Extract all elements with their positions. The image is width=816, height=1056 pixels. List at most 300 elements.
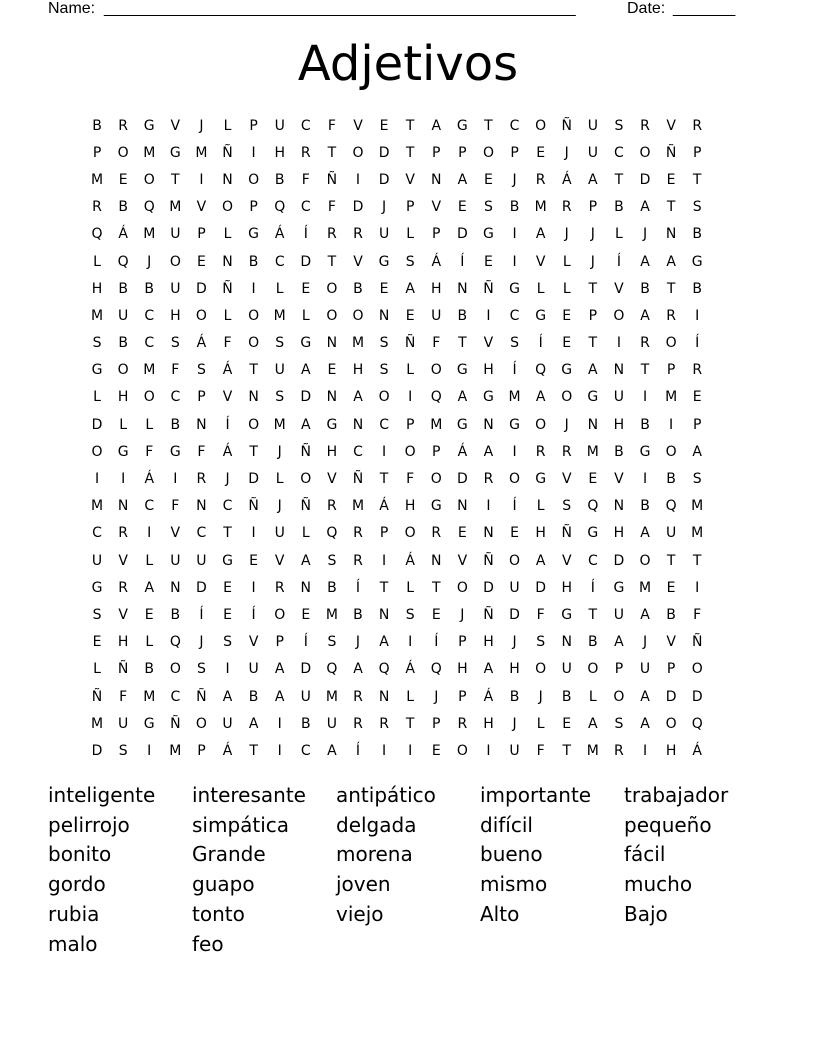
grid-letter: D bbox=[91, 416, 103, 433]
grid-letter: Á bbox=[222, 443, 233, 460]
grid-letter: M bbox=[143, 688, 156, 705]
grid-letter: H bbox=[483, 634, 494, 651]
grid-letter: D bbox=[91, 742, 103, 759]
grid-letter: V bbox=[118, 606, 128, 623]
grid-letter: V bbox=[248, 634, 259, 651]
grid-letter: U bbox=[248, 661, 259, 678]
grid-letter: I bbox=[408, 634, 413, 651]
grid-letter: J bbox=[564, 144, 569, 161]
grid-letter: A bbox=[640, 606, 650, 623]
grid-letter: M bbox=[143, 144, 156, 161]
grid-letter: O bbox=[143, 171, 155, 188]
grid-letter: P bbox=[432, 715, 441, 732]
grid-letter: B bbox=[692, 280, 702, 297]
grid-letter: U bbox=[587, 144, 598, 161]
grid-row bbox=[84, 139, 738, 166]
word-list-row bbox=[48, 869, 768, 899]
grid-letter: P bbox=[432, 443, 441, 460]
grid-letter: J bbox=[590, 226, 595, 243]
grid-letter: A bbox=[535, 389, 546, 406]
grid-letter: O bbox=[248, 307, 260, 324]
word-list-item: gordo bbox=[48, 872, 106, 897]
grid-letter: G bbox=[91, 579, 103, 596]
grid-letter: L bbox=[562, 280, 571, 297]
grid-letter: T bbox=[379, 579, 389, 596]
grid-letter: T bbox=[458, 335, 467, 352]
grid-letter: G bbox=[613, 579, 625, 596]
grid-letter: B bbox=[170, 606, 181, 623]
grid-letter: C bbox=[170, 688, 181, 705]
grid-letter: O bbox=[509, 471, 521, 488]
grid-letter: P bbox=[458, 144, 467, 161]
grid-letter: G bbox=[587, 525, 599, 542]
grid-letter: P bbox=[379, 525, 389, 542]
grid-letter: U bbox=[170, 226, 181, 243]
grid-row bbox=[84, 275, 738, 302]
grid-letter: Á bbox=[222, 362, 233, 379]
grid-letter: L bbox=[119, 416, 128, 433]
grid-letter: O bbox=[117, 362, 129, 379]
grid-letter: H bbox=[326, 443, 338, 460]
word-search-grid bbox=[84, 112, 738, 765]
grid-letter: E bbox=[144, 606, 154, 623]
grid-letter: R bbox=[327, 498, 337, 515]
grid-letter: H bbox=[509, 661, 520, 678]
grid-letter: C bbox=[379, 416, 389, 433]
grid-letter: I bbox=[382, 742, 387, 759]
grid-letter: M bbox=[91, 715, 104, 732]
grid-letter: N bbox=[665, 226, 677, 243]
grid-letter: B bbox=[248, 253, 259, 270]
grid-letter: I bbox=[199, 171, 204, 188]
grid-letter: E bbox=[431, 606, 441, 623]
grid-letter: V bbox=[222, 389, 233, 406]
grid-letter: E bbox=[666, 579, 676, 596]
grid-letter: R bbox=[118, 525, 128, 542]
grid-letter: B bbox=[248, 688, 259, 705]
grid-letter: J bbox=[355, 634, 361, 651]
grid-letter: I bbox=[277, 742, 282, 759]
grid-letter: L bbox=[223, 307, 232, 324]
word-list-item: mucho bbox=[624, 872, 693, 897]
grid-letter: N bbox=[378, 606, 390, 623]
grid-letter: S bbox=[275, 335, 285, 352]
grid-letter: T bbox=[562, 742, 572, 759]
grid-letter: Ñ bbox=[404, 335, 416, 352]
grid-letter: A bbox=[248, 715, 259, 732]
grid-letter: G bbox=[169, 443, 181, 460]
grid-letter: A bbox=[640, 688, 650, 705]
grid-letter: Í bbox=[355, 742, 361, 759]
grid-letter: O bbox=[248, 416, 260, 433]
grid-letter: E bbox=[196, 253, 206, 270]
grid-letter: S bbox=[275, 389, 285, 406]
grid-letter: R bbox=[483, 471, 494, 488]
grid-letter: S bbox=[118, 742, 128, 759]
grid-letter: T bbox=[484, 117, 493, 134]
grid-letter: Í bbox=[225, 416, 230, 433]
grid-letter: D bbox=[665, 688, 677, 705]
grid-letter: Á bbox=[405, 552, 415, 569]
grid-letter: Í bbox=[303, 226, 308, 243]
grid-letter: O bbox=[404, 443, 416, 460]
grid-letter: I bbox=[251, 144, 256, 161]
grid-letter: H bbox=[535, 525, 546, 542]
grid-letter: E bbox=[457, 525, 467, 542]
grid-row bbox=[84, 357, 738, 384]
grid-letter: C bbox=[509, 117, 520, 134]
grid-letter: E bbox=[484, 171, 493, 188]
grid-letter: E bbox=[223, 579, 232, 596]
grid-letter: S bbox=[196, 362, 206, 379]
grid-letter: P bbox=[92, 144, 102, 161]
grid-row bbox=[84, 221, 738, 248]
grid-letter: G bbox=[378, 253, 390, 270]
grid-letter: C bbox=[614, 144, 624, 161]
grid-letter: Á bbox=[692, 742, 702, 759]
grid-letter: M bbox=[143, 226, 156, 243]
grid-letter: M bbox=[351, 498, 365, 515]
grid-letter: G bbox=[222, 552, 233, 569]
grid-letter: F bbox=[171, 498, 180, 515]
grid-letter: N bbox=[378, 307, 390, 324]
grid-letter: C bbox=[274, 253, 285, 270]
grid-letter: O bbox=[561, 389, 573, 406]
grid-letter: T bbox=[405, 715, 415, 732]
grid-letter: J bbox=[434, 688, 439, 705]
grid-letter: J bbox=[512, 715, 517, 732]
grid-row bbox=[84, 384, 738, 411]
grid-letter: O bbox=[430, 362, 442, 379]
grid-letter: Q bbox=[665, 498, 677, 515]
grid-letter: O bbox=[248, 171, 260, 188]
grid-row bbox=[84, 710, 738, 737]
grid-letter: M bbox=[665, 389, 678, 406]
grid-letter: F bbox=[171, 362, 180, 379]
grid-letter: I bbox=[355, 171, 361, 188]
grid-letter: P bbox=[197, 389, 206, 406]
grid-letter: Q bbox=[691, 715, 703, 732]
grid-letter: H bbox=[561, 579, 572, 596]
grid-letter: O bbox=[535, 661, 547, 678]
grid-letter: E bbox=[405, 307, 415, 324]
grid-letter: N bbox=[561, 634, 572, 651]
grid-letter: O bbox=[665, 715, 677, 732]
grid-letter: G bbox=[561, 362, 573, 379]
grid-letter: E bbox=[118, 171, 128, 188]
grid-letter: H bbox=[404, 498, 416, 515]
grid-letter: M bbox=[586, 742, 599, 759]
grid-letter: O bbox=[509, 552, 521, 569]
grid-letter: Ñ bbox=[326, 171, 338, 188]
grid-letter: A bbox=[353, 389, 363, 406]
grid-letter: T bbox=[588, 335, 598, 352]
grid-letter: E bbox=[379, 117, 389, 134]
grid-letter: S bbox=[327, 634, 337, 651]
grid-letter: F bbox=[536, 742, 545, 759]
grid-letter: F bbox=[432, 335, 441, 352]
grid-letter: U bbox=[91, 552, 103, 569]
grid-letter: V bbox=[666, 117, 676, 134]
date-field-line[interactable]: _______ bbox=[673, 0, 736, 17]
grid-letter: A bbox=[535, 552, 546, 569]
grid-letter: S bbox=[692, 471, 702, 488]
grid-letter: O bbox=[326, 307, 338, 324]
page-title: Adjetivos bbox=[297, 36, 519, 92]
word-list-item: antipático bbox=[336, 782, 436, 807]
grid-letter: S bbox=[614, 117, 624, 134]
grid-letter: C bbox=[300, 117, 311, 134]
grid-letter: M bbox=[586, 443, 599, 460]
grid-letter: P bbox=[458, 634, 467, 651]
grid-row bbox=[84, 411, 738, 438]
grid-letter: M bbox=[430, 416, 443, 433]
grid-letter: B bbox=[640, 280, 650, 297]
grid-letter: V bbox=[118, 552, 128, 569]
grid-letter: A bbox=[301, 552, 311, 569]
grid-letter: C bbox=[509, 307, 520, 324]
grid-letter: Í bbox=[303, 634, 308, 651]
grid-letter: I bbox=[486, 307, 491, 324]
grid-letter: V bbox=[614, 280, 624, 297]
grid-letter: N bbox=[222, 253, 233, 270]
grid-letter: O bbox=[91, 443, 103, 460]
grid-letter: O bbox=[482, 144, 494, 161]
grid-letter: M bbox=[534, 199, 547, 216]
grid-letter: B bbox=[561, 688, 572, 705]
grid-letter: U bbox=[639, 661, 651, 678]
grid-letter: H bbox=[170, 307, 181, 324]
grid-letter: I bbox=[642, 389, 648, 406]
grid-letter: O bbox=[665, 335, 677, 352]
grid-letter: M bbox=[169, 199, 182, 216]
grid-letter: T bbox=[431, 579, 441, 596]
grid-letter: R bbox=[535, 171, 546, 188]
grid-letter: T bbox=[588, 606, 598, 623]
word-list-item: tonto bbox=[192, 902, 245, 927]
grid-letter: L bbox=[145, 552, 154, 569]
grid-letter: J bbox=[460, 606, 465, 623]
grid-letter: A bbox=[405, 280, 415, 297]
grid-letter: D bbox=[300, 661, 312, 678]
grid-letter: Á bbox=[405, 661, 415, 678]
grid-letter: O bbox=[535, 416, 547, 433]
grid-letter: I bbox=[642, 742, 648, 759]
grid-letter: A bbox=[640, 715, 650, 732]
grid-letter: U bbox=[561, 661, 572, 678]
grid-letter: O bbox=[456, 579, 468, 596]
grid-letter: Ñ bbox=[483, 552, 494, 569]
grid-letter: M bbox=[638, 579, 652, 596]
grid-letter: V bbox=[170, 117, 181, 134]
grid-letter: R bbox=[640, 335, 650, 352]
grid-letter: D bbox=[691, 688, 703, 705]
grid-letter: L bbox=[562, 253, 571, 270]
grid-letter: M bbox=[508, 389, 521, 406]
grid-letter: O bbox=[195, 715, 207, 732]
grid-letter: S bbox=[92, 335, 102, 352]
grid-letter: D bbox=[639, 171, 651, 188]
grid-letter: G bbox=[535, 307, 547, 324]
grid-letter: Q bbox=[91, 226, 103, 243]
grid-letter: E bbox=[562, 307, 572, 324]
grid-letter: G bbox=[639, 443, 651, 460]
grid-letter: F bbox=[145, 443, 154, 460]
grid-letter: Ñ bbox=[300, 498, 312, 515]
grid-row bbox=[84, 493, 738, 520]
grid-letter: J bbox=[512, 171, 517, 188]
grid-letter: A bbox=[301, 416, 311, 433]
grid-letter: H bbox=[352, 362, 364, 379]
word-list-row bbox=[48, 899, 768, 929]
grid-letter: Í bbox=[538, 335, 543, 352]
grid-letter: Q bbox=[587, 498, 599, 515]
grid-letter: Ñ bbox=[248, 498, 259, 515]
grid-letter: G bbox=[587, 389, 599, 406]
grid-letter: B bbox=[640, 416, 650, 433]
grid-letter: D bbox=[613, 552, 625, 569]
grid-letter: Ñ bbox=[222, 280, 233, 297]
grid-letter: J bbox=[642, 634, 648, 651]
grid-letter: I bbox=[251, 280, 256, 297]
grid-letter: O bbox=[117, 144, 129, 161]
grid-letter: I bbox=[225, 661, 230, 678]
grid-letter: R bbox=[353, 552, 363, 569]
grid-letter: A bbox=[588, 171, 598, 188]
grid-letter: B bbox=[144, 661, 155, 678]
word-list-item: difícil bbox=[480, 812, 533, 837]
grid-letter: I bbox=[486, 742, 491, 759]
grid-letter: Á bbox=[118, 226, 128, 243]
grid-letter: H bbox=[613, 525, 625, 542]
grid-letter: A bbox=[483, 661, 494, 678]
grid-letter: R bbox=[535, 443, 546, 460]
grid-letter: H bbox=[431, 280, 442, 297]
grid-letter: G bbox=[169, 144, 181, 161]
grid-letter: I bbox=[408, 389, 413, 406]
name-field-line[interactable]: _____________________________________________________ bbox=[104, 0, 576, 17]
grid-letter: T bbox=[692, 171, 702, 188]
grid-letter: U bbox=[170, 280, 181, 297]
grid-letter: L bbox=[145, 416, 154, 433]
grid-letter: R bbox=[379, 715, 389, 732]
grid-letter: A bbox=[588, 715, 598, 732]
grid-letter: I bbox=[512, 226, 517, 243]
grid-letter: T bbox=[327, 144, 337, 161]
grid-letter: E bbox=[327, 362, 337, 379]
grid-letter: F bbox=[327, 199, 336, 216]
grid-letter: P bbox=[666, 362, 676, 379]
grid-letter: Q bbox=[117, 253, 129, 270]
grid-letter: G bbox=[456, 362, 468, 379]
grid-letter: V bbox=[196, 199, 207, 216]
grid-letter: D bbox=[456, 226, 468, 243]
grid-letter: H bbox=[117, 634, 129, 651]
grid-row bbox=[84, 166, 738, 193]
grid-letter: V bbox=[405, 171, 415, 188]
grid-letter: V bbox=[535, 253, 546, 270]
grid-letter: I bbox=[121, 471, 126, 488]
grid-row bbox=[84, 465, 738, 492]
grid-letter: Q bbox=[326, 661, 338, 678]
grid-letter: C bbox=[144, 335, 155, 352]
grid-letter: R bbox=[300, 144, 311, 161]
grid-letter: I bbox=[251, 579, 256, 596]
grid-letter: Í bbox=[434, 634, 439, 651]
grid-letter: V bbox=[561, 552, 572, 569]
grid-letter: V bbox=[274, 552, 285, 569]
word-list-item: pelirrojo bbox=[48, 812, 130, 837]
word-list-item: simpática bbox=[192, 812, 290, 837]
grid-letter: G bbox=[509, 280, 520, 297]
grid-letter: Í bbox=[199, 606, 204, 623]
grid-letter: R bbox=[640, 117, 650, 134]
grid-letter: U bbox=[509, 579, 520, 596]
grid-letter: J bbox=[277, 443, 282, 460]
word-list-item: Bajo bbox=[624, 902, 668, 927]
grid-letter: P bbox=[405, 199, 415, 216]
grid-letter: Í bbox=[590, 579, 595, 596]
grid-letter: T bbox=[327, 253, 337, 270]
grid-letter: S bbox=[484, 199, 493, 216]
grid-row bbox=[84, 112, 738, 139]
grid-row bbox=[84, 574, 738, 601]
grid-letter: Ñ bbox=[91, 688, 103, 705]
grid-letter: O bbox=[352, 144, 364, 161]
grid-letter: T bbox=[171, 171, 180, 188]
grid-letter: S bbox=[170, 335, 180, 352]
word-list-item: inteligente bbox=[48, 782, 156, 807]
grid-letter: R bbox=[353, 715, 363, 732]
grid-letter: M bbox=[91, 171, 104, 188]
grid-letter: Ñ bbox=[483, 280, 494, 297]
grid-letter: P bbox=[458, 688, 467, 705]
grid-row bbox=[84, 248, 738, 275]
grid-letter: Q bbox=[326, 525, 338, 542]
grid-letter: O bbox=[143, 389, 155, 406]
word-list-row bbox=[48, 929, 768, 959]
grid-letter: D bbox=[378, 144, 390, 161]
grid-letter: B bbox=[327, 579, 337, 596]
grid-letter: C bbox=[353, 443, 363, 460]
grid-letter: Q bbox=[143, 199, 155, 216]
grid-letter: U bbox=[274, 362, 285, 379]
grid-letter: Á bbox=[431, 253, 442, 270]
grid-letter: A bbox=[144, 579, 155, 596]
word-list-item: malo bbox=[48, 931, 98, 956]
grid-letter: B bbox=[614, 199, 624, 216]
grid-letter: N bbox=[483, 525, 494, 542]
grid-letter: M bbox=[691, 498, 704, 515]
grid-letter: I bbox=[382, 552, 387, 569]
grid-letter: C bbox=[300, 742, 311, 759]
grid-letter: G bbox=[430, 498, 442, 515]
grid-letter: P bbox=[249, 117, 258, 134]
grid-letter: I bbox=[486, 498, 491, 515]
grid-letter: G bbox=[456, 416, 468, 433]
word-list-item: Grande bbox=[192, 842, 266, 867]
grid-letter: B bbox=[614, 443, 624, 460]
grid-letter: R bbox=[353, 688, 363, 705]
grid-letter: F bbox=[536, 606, 545, 623]
grid-letter: I bbox=[512, 443, 517, 460]
grid-letter: N bbox=[196, 416, 207, 433]
grid-letter: D bbox=[535, 579, 547, 596]
grid-letter: J bbox=[382, 199, 387, 216]
grid-letter: E bbox=[692, 389, 702, 406]
grid-letter: R bbox=[274, 579, 285, 596]
grid-row bbox=[84, 330, 738, 357]
